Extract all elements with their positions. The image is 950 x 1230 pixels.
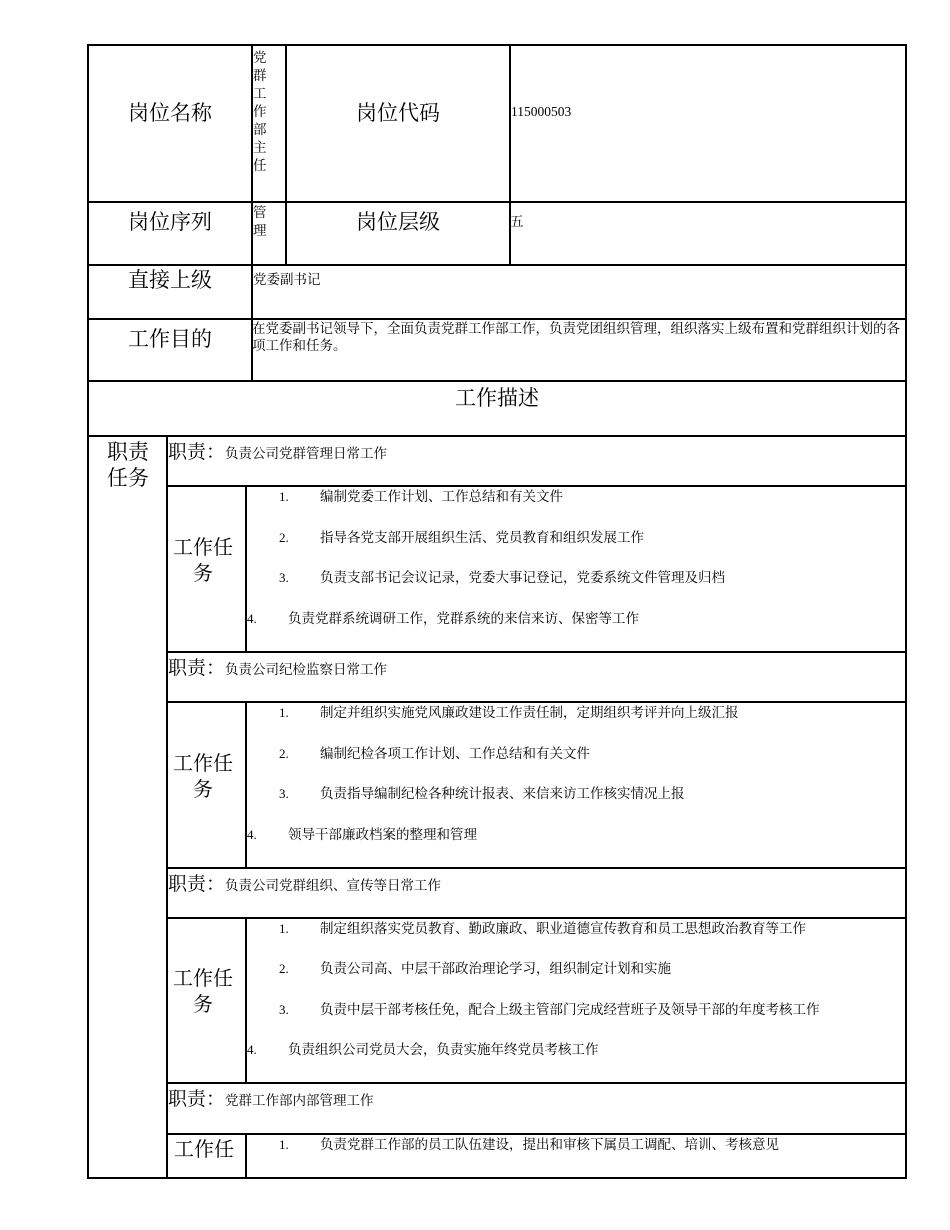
row-line xyxy=(166,485,907,487)
task-text: 制定组织落实党员教育、勤政廉政、职业道德宣传教育和员工思想政治教育等工作 xyxy=(320,921,806,937)
col-line xyxy=(166,435,168,1179)
row-line xyxy=(166,1133,907,1135)
task-text: 负责中层干部考核任免，配合上级主管部门完成经营班子及领导干部的年度考核工作 xyxy=(320,1002,820,1018)
task-number: 3. xyxy=(279,786,289,801)
row-line xyxy=(87,435,907,437)
task-text: 负责党群系统调研工作，党群系统的来信来访、保密等工作 xyxy=(288,611,639,627)
row-line xyxy=(166,867,907,869)
duty-title: 负责公司纪检监察日常工作 xyxy=(225,662,388,678)
row-line xyxy=(87,264,907,266)
task-text: 负责党群工作部的员工队伍建设，提出和审核下属员工调配、培训、考核意见 xyxy=(320,1137,779,1153)
position-series-value: 管理 xyxy=(253,205,267,239)
task-label: 工作任务 xyxy=(173,751,233,801)
task-number: 1. xyxy=(279,921,289,936)
row-line xyxy=(87,201,907,203)
task-number: 3. xyxy=(279,1002,289,1017)
task-number: 1. xyxy=(279,705,289,720)
task-text: 编制纪检各项工作计划、工作总结和有关文件 xyxy=(320,746,590,762)
duty-row xyxy=(168,439,903,465)
task-text: 制定并组织实施党风廉政建设工作责任制，定期组织考评并向上级汇报 xyxy=(320,705,739,721)
position-name-label: 岗位名称 xyxy=(128,101,212,125)
duty-prefix: 职责： xyxy=(168,657,226,679)
duty-section-label: 职责任务 xyxy=(107,440,149,490)
task-text: 指导各党支部开展组织生活、党员教育和组织发展工作 xyxy=(320,530,644,546)
position-series-label: 岗位序列 xyxy=(128,210,212,234)
position-code-value: 115000503 xyxy=(511,104,572,119)
task-number: 4. xyxy=(247,611,257,626)
duty-row xyxy=(168,655,903,681)
row-line xyxy=(87,318,907,320)
position-level-label: 岗位层级 xyxy=(356,210,440,234)
purpose-label: 工作目的 xyxy=(128,327,212,351)
duty-title: 负责公司党群管理日常工作 xyxy=(225,446,388,462)
duty-prefix: 职责： xyxy=(168,441,226,463)
row-line xyxy=(166,651,907,653)
duty-row xyxy=(168,1086,903,1112)
frame-top-line xyxy=(87,44,907,46)
task-text: 负责组织公司党员大会，负责实施年终党员考核工作 xyxy=(288,1042,599,1058)
task-text: 负责公司高、中层干部政治理论学习，组织制定计划和实施 xyxy=(320,961,671,977)
position-level-value: 五 xyxy=(510,214,524,230)
task-text: 领导干部廉政档案的整理和管理 xyxy=(288,827,477,843)
task-text: 负责指导编制纪检各种统计报表、来信来访工作核实情况上报 xyxy=(320,786,685,802)
row-line xyxy=(166,701,907,703)
purpose-value: 在党委副书记领导下，全面负责党群工作部工作，负责党团组织管理，组织落实上级布置和党群组织计划的各项工作和任务。 xyxy=(252,321,900,354)
row-line xyxy=(87,380,907,382)
superior-value: 党委副书记 xyxy=(253,272,321,288)
task-label: 工作任务 xyxy=(173,966,233,1016)
task-number: 2. xyxy=(279,961,289,976)
task-number: 1. xyxy=(279,1137,289,1152)
task-number: 2. xyxy=(279,746,289,761)
task-number: 3. xyxy=(279,570,289,585)
task-text: 编制党委工作计划、工作总结和有关文件 xyxy=(320,489,563,505)
task-label: 工作任务 xyxy=(173,535,233,585)
col-line xyxy=(509,44,511,266)
duty-prefix: 职责： xyxy=(168,873,226,895)
task-number: 4. xyxy=(247,1042,257,1057)
duty-row xyxy=(168,871,903,897)
duty-title: 负责公司党群组织、宣传等日常工作 xyxy=(225,878,442,894)
col-line xyxy=(245,917,247,1084)
task-text: 负责支部书记会议记录，党委大事记登记，党委系统文件管理及归档 xyxy=(320,570,725,586)
superior-label: 直接上级 xyxy=(128,268,212,292)
duty-prefix: 职责： xyxy=(168,1088,226,1110)
position-name-value: 党群工作部主任 xyxy=(253,50,267,174)
position-code-label: 岗位代码 xyxy=(356,101,440,125)
row-line xyxy=(166,1082,907,1084)
task-label: 工作任 xyxy=(174,1137,234,1161)
description-title: 工作描述 xyxy=(455,386,539,410)
duty-title: 党群工作部内部管理工作 xyxy=(225,1093,374,1109)
frame-bottom-line xyxy=(87,1177,907,1179)
frame-right-line xyxy=(905,44,907,1179)
col-line xyxy=(245,1133,247,1179)
task-number: 4. xyxy=(247,827,257,842)
task-number: 1. xyxy=(279,489,289,504)
task-number: 2. xyxy=(279,530,289,545)
row-line xyxy=(166,917,907,919)
